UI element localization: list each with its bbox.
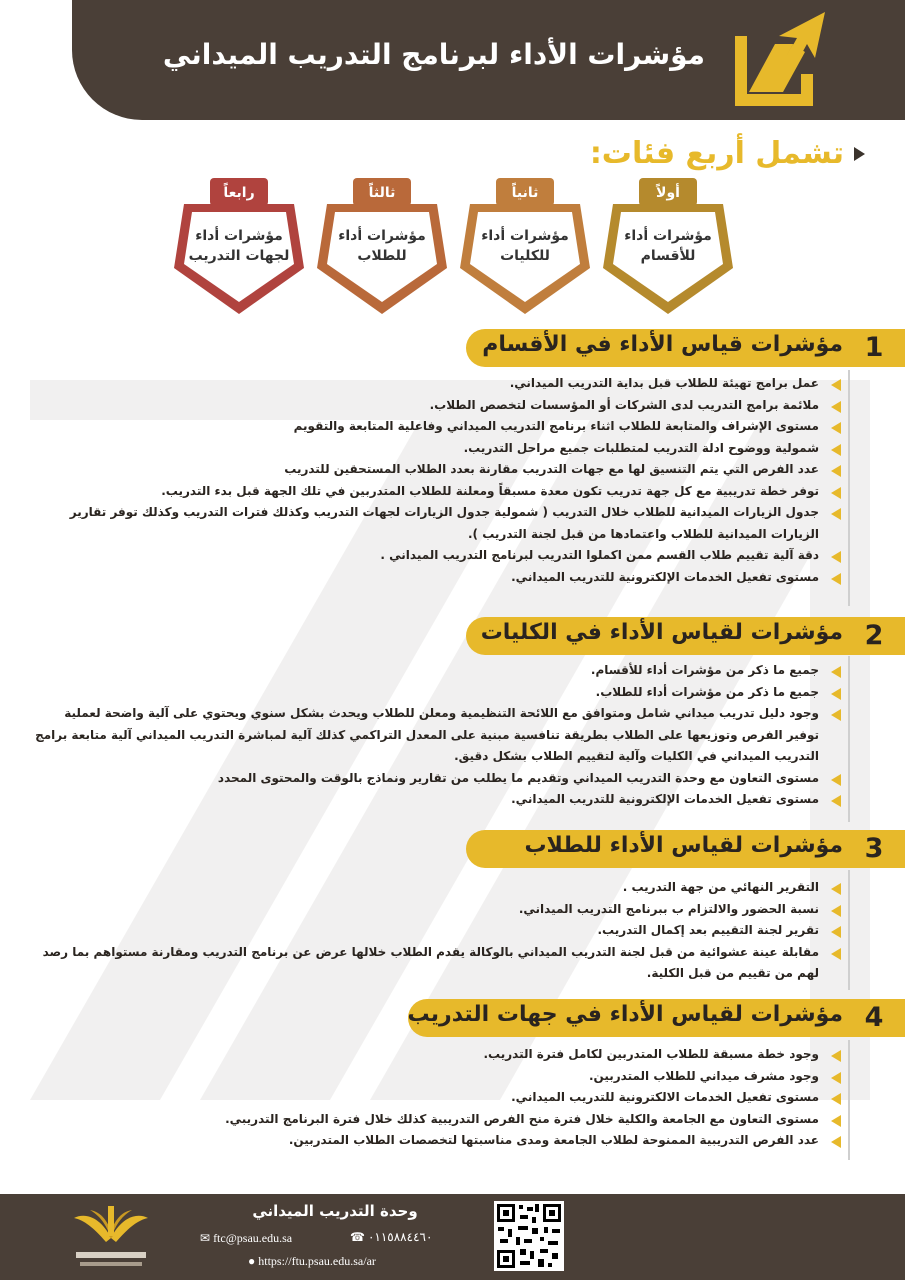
- unit-name: وحدة التدريب الميداني: [252, 1202, 418, 1220]
- list-item: وجود دليل تدريب ميداني شامل ومتوافق مع اللائحة التنظيمية ومعلن للطلاب ويحدث بشكل سنوي ويحتوي على آلية واضحة لعملية توفير الفرص وتوزيعها على الطلاب بطريقة تنافسية مبنية على المعدل التراكمي كذلك آلية لمباشرة التدريب الميداني آلية متابعة برامج التدريب الميداني في الكليات وآلية لتقييم الطلاب بشكل دقيق.: [29, 703, 819, 768]
- list-item: مستوى التعاون مع وحدة التدريب الميداني وتقديم ما يطلب من تقارير ونماذج بالوقت والمحتوى المحدد: [29, 768, 819, 790]
- list-item: جدول الزيارات الميدانية للطلاب خلال التدريب ( شمولية جدول الزيارات لجهات التدريب وكذلك فترات التدريب وكذلك توفر تقارير الزيارات الميدانية للطلاب واعتمادها من قبل لجنة التدريب ).: [29, 502, 819, 545]
- category-text: [186, 226, 292, 266]
- list-item: التقرير النهائي من جهة التدريب .: [29, 877, 819, 899]
- category-line1: مؤشرات أداء: [195, 228, 283, 244]
- section-divider-line: [848, 870, 850, 990]
- section-title: مؤشرات لقياس الأداء في الكليات: [480, 620, 843, 645]
- phone-icon: ☎: [350, 1230, 365, 1244]
- bullet-arrow-icon: [831, 551, 841, 563]
- list-item: ملائمة برامج التدريب لدى الشركات أو المؤسسات لتخصص الطلاب.: [29, 395, 819, 417]
- section-3-list: [29, 877, 819, 985]
- bullet-arrow-icon: [831, 1050, 841, 1062]
- bullet-arrow-icon: [831, 688, 841, 700]
- envelope-icon: ✉: [200, 1231, 211, 1245]
- bullet-arrow-icon: [831, 422, 841, 434]
- page-header: [0, 0, 905, 122]
- bullet-arrow-icon: [831, 1115, 841, 1127]
- categories-heading-text: تشمل أربع فئات:: [589, 136, 844, 171]
- bullet-arrow-icon: [831, 379, 841, 391]
- categories-heading: [590, 136, 865, 171]
- list-item: عدد الفرص التدريبية الممنوحة لطلاب الجامعة ومدى مناسبتها لتخصصات الطلاب المتدربين.: [29, 1130, 819, 1152]
- category-tab-label: رابعاً: [223, 185, 255, 201]
- category-line1: مؤشرات أداء: [481, 228, 569, 244]
- bullet-arrow-icon: [831, 573, 841, 585]
- website-link[interactable]: [248, 1254, 376, 1269]
- category-line2: للأقسام: [640, 248, 696, 264]
- section-4-list: [29, 1044, 819, 1152]
- university-logo-icon: [66, 1198, 156, 1278]
- list-item: جميع ما ذكر من مؤشرات أداء للطلاب.: [29, 682, 819, 704]
- list-item: شمولية ووضوح ادلة التدريب لمتطلبات جميع مراحل التدريب.: [29, 438, 819, 460]
- category-line2: للطلاب: [357, 248, 407, 264]
- section-number: 3: [864, 833, 884, 864]
- category-line2: لجهات التدريب: [188, 248, 290, 264]
- category-card-training-entities: [172, 176, 306, 318]
- category-line1: مؤشرات أداء: [338, 228, 426, 244]
- page-title: مؤشرات الأداء لبرنامج التدريب الميداني: [162, 38, 705, 71]
- list-item: وجود خطة مسبقة للطلاب المتدربين لكامل فترة التدريب.: [29, 1044, 819, 1066]
- phone-contact[interactable]: [350, 1230, 432, 1245]
- section-title: مؤشرات لقياس الأداء للطلاب: [524, 833, 843, 858]
- category-tab-label: ثالثاً: [368, 185, 396, 201]
- rising-arrow-icon: [727, 6, 832, 111]
- bullet-arrow-icon: [831, 774, 841, 786]
- qr-code-icon[interactable]: [494, 1201, 564, 1271]
- bullet-arrow-icon: [831, 444, 841, 456]
- list-item: مستوى التعاون مع الجامعة والكلية خلال فترة منح الفرص التدريبية كذلك خلال فترة البرنامج التدريبي.: [29, 1109, 819, 1131]
- section-divider-line: [848, 1040, 850, 1160]
- bullet-arrow-icon: [831, 465, 841, 477]
- category-tab-label: أولاً: [656, 185, 680, 201]
- bullet-arrow-icon: [831, 709, 841, 721]
- list-item: وجود مشرف ميداني للطلاب المتدربين.: [29, 1066, 819, 1088]
- section-divider-line: [848, 656, 850, 822]
- list-item: مستوى تفعيل الخدمات الإلكترونية للتدريب الميداني.: [29, 567, 819, 589]
- category-card-students: [315, 176, 449, 318]
- list-item: دقة آلية تقييم طلاب القسم ممن اكملوا التدريب لبرنامج التدريب الميداني .: [29, 545, 819, 567]
- section-4-header: [0, 999, 905, 1037]
- list-item: عدد الفرص التي يتم التنسيق لها مع جهات التدريب مقارنة بعدد الطلاب المستحقين للتدريب: [29, 459, 819, 481]
- website-text: https://ftu.psau.edu.sa/ar: [258, 1254, 376, 1268]
- list-item: عمل برامج تهيئة للطلاب قبل بداية التدريب الميداني.: [29, 373, 819, 395]
- section-2-list: [29, 660, 819, 811]
- bullet-arrow-icon: [831, 508, 841, 520]
- category-card-colleges: [458, 176, 592, 318]
- email-contact[interactable]: [200, 1231, 292, 1246]
- section-number: 4: [864, 1002, 884, 1033]
- bullet-arrow-icon: [831, 795, 841, 807]
- section-divider-line: [848, 370, 850, 606]
- section-number: 1: [864, 332, 884, 363]
- category-tab-label: ثانياً: [511, 185, 539, 201]
- section-1-header: [0, 329, 905, 367]
- list-item: مستوى تفعيل الخدمات الالكترونية للتدريب الميداني.: [29, 1087, 819, 1109]
- bullet-arrow-icon: [831, 948, 841, 960]
- category-line2: للكليات: [500, 248, 550, 264]
- bullet-arrow-icon: [831, 883, 841, 895]
- list-item: توفر خطة تدريبية مع كل جهة تدريب تكون معدة مسبقاً ومعلنة للطلاب المتدربين في تلك الجهة قبل بدء التدريب.: [29, 481, 819, 503]
- globe-icon: ●: [248, 1254, 256, 1268]
- bullet-arrow-icon: [831, 401, 841, 413]
- bullet-arrow-icon: [831, 1136, 841, 1148]
- heading-pointer-icon: [854, 147, 865, 161]
- category-card-departments: [601, 176, 735, 318]
- bullet-arrow-icon: [831, 905, 841, 917]
- section-3-header: [0, 830, 905, 868]
- list-item: تقرير لجنة التقييم بعد إكمال التدريب.: [29, 920, 819, 942]
- phone-text: ٠١١٥٨٨٤٤٦٠: [367, 1230, 433, 1244]
- category-line1: مؤشرات أداء: [624, 228, 712, 244]
- section-title: مؤشرات لقياس الأداء في جهات التدريب: [407, 1002, 843, 1027]
- bullet-arrow-icon: [831, 926, 841, 938]
- section-1-list: [29, 373, 819, 588]
- category-text: [472, 226, 578, 266]
- section-number: 2: [864, 620, 884, 651]
- list-item: مستوى الإشراف والمتابعة للطلاب اثناء برنامج التدريب الميداني وفاعلية المتابعة والتقويم: [29, 416, 819, 438]
- bullet-arrow-icon: [831, 1093, 841, 1105]
- section-title: مؤشرات قياس الأداء في الأقسام: [482, 332, 843, 357]
- list-item: جميع ما ذكر من مؤشرات أداء للأقسام.: [29, 660, 819, 682]
- list-item: مستوى تفعيل الخدمات الإلكترونية للتدريب الميداني.: [29, 789, 819, 811]
- bullet-arrow-icon: [831, 1072, 841, 1084]
- list-item: نسبة الحضور والالتزام ب ببرنامج التدريب الميداني.: [29, 899, 819, 921]
- category-text: [329, 226, 435, 266]
- bullet-arrow-icon: [831, 666, 841, 678]
- list-item: مقابلة عينة عشوائية من قبل لجنة التدريب الميداني بالوكالة يقدم الطلاب خلالها عرض عن برنامج التدريب ومقارنة مستواهم بما رصد لهم من تقييم من قبل الكلية.: [29, 942, 819, 985]
- bullet-arrow-icon: [831, 487, 841, 499]
- section-2-header: [0, 617, 905, 655]
- category-text: [615, 226, 721, 266]
- email-text: ftc@psau.edu.sa: [213, 1231, 293, 1245]
